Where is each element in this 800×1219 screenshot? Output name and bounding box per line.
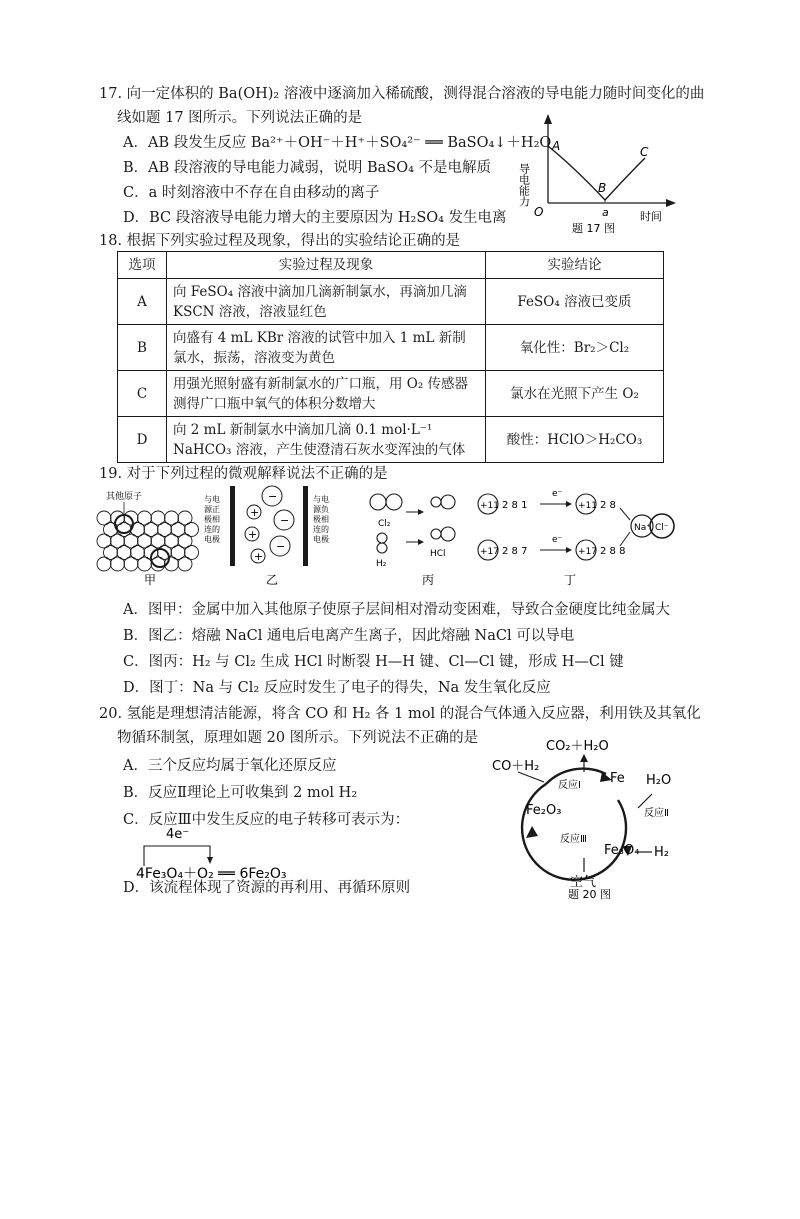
q19-yi-ions: [245, 486, 294, 563]
q19-figure-ding: [470, 486, 676, 590]
q19-ding-e1: e⁻: [552, 489, 563, 499]
q20-electrons: 4e⁻: [166, 827, 190, 842]
q19-option-b: B．图乙：熔融 NaCl 通电后电离产生离子，因此熔融 NaCl 可以导电: [123, 628, 575, 644]
q17-tick-a: a: [602, 206, 609, 219]
q20-caption: 题 20 图: [568, 888, 611, 901]
q19-ding-na-shell: 2 8 1: [502, 500, 528, 511]
lattice-atom: [97, 557, 111, 571]
q20-h2: H₂: [654, 845, 669, 860]
table-row: [118, 325, 664, 371]
lattice-atom: [111, 557, 125, 571]
q17-figure: [517, 108, 680, 238]
table-row: [118, 371, 664, 417]
q17-origin: O: [534, 205, 544, 219]
q19-caption-ding: 丁: [564, 573, 577, 587]
q19-yi-anode: [230, 486, 235, 566]
q20-top: CO₂＋H₂O: [546, 739, 609, 754]
q20-cycle-arc: [522, 784, 626, 880]
q18-row-d-conclusion: 酸性：HClO＞H₂CO₃: [486, 417, 664, 463]
q19-option-d: D．图丁：Na 与 Cl₂ 反应时发生了电子的得失，Na 发生氧化反应: [123, 680, 551, 696]
q17-stem-line2: 线如题 17 图所示。下列说法正确的是: [117, 110, 363, 126]
q20-r1: 反应Ⅰ: [558, 780, 581, 791]
q18-row-a-conclusion: FeSO₄ 溶液已变质: [486, 279, 664, 325]
q20-option-b: B．反应Ⅱ理论上可收集到 2 mol H₂: [123, 785, 358, 801]
q20-option-c: C．反应Ⅲ中发生反应的电子转移可表示为：: [123, 812, 410, 828]
q20-r2: 反应Ⅱ: [644, 808, 669, 819]
q19-caption-yi: 乙: [266, 573, 279, 587]
q19-bing-cl-atom: [370, 494, 386, 510]
q19-caption-jia: 甲: [144, 573, 157, 587]
q20-air: 空气: [570, 875, 597, 890]
q18-row-b-option: B: [118, 325, 167, 371]
q18-row-a-process: 向 FeSO₄ 溶液中滴加几滴新制氯水，再滴加几滴 KSCN 溶液，溶液显红色: [167, 279, 486, 325]
q19-yi-left-4: 连的: [204, 525, 220, 534]
q18-row-c-process: 用强光照射盛有新制氯水的广口瓶，用 O₂ 传感器测得广口瓶中氧气的体积分数增大: [167, 371, 486, 417]
table-row: [118, 279, 664, 325]
q20-electron-transfer: [130, 824, 410, 884]
q19-yi-left-2: 源正: [204, 505, 220, 514]
q17-curve: [548, 146, 645, 200]
q18-row-b-conclusion: 氧化性：Br₂＞Cl₂: [486, 325, 664, 371]
q17-point-c: C: [640, 145, 649, 159]
q19-ding-na2: +11: [578, 501, 597, 511]
q19-lattice: [97, 511, 199, 571]
q17-x-arrow: [666, 199, 676, 207]
q18-header-row: [118, 252, 664, 279]
q19-bing-arrow2-head: [418, 539, 424, 545]
q19-ding-cl-ion-shell: 2 8 8: [600, 546, 626, 557]
q20-option-d: D．该流程体现了资源的再利用、再循环原则: [123, 880, 411, 896]
q19-yi-right-3: 极相: [313, 515, 329, 524]
q19-bing-h2: H₂: [376, 559, 387, 569]
q18-header-process: 实验过程及现象: [167, 252, 486, 279]
q18-table: [117, 251, 664, 463]
q18-row-d-option: D: [118, 417, 167, 463]
q20-fe: Fe: [610, 771, 625, 786]
q19-bing-h-atom: [431, 497, 441, 507]
q18-row-a-option: A: [118, 279, 167, 325]
ion-sign: +: [250, 506, 260, 519]
q20-stem-line1: 20. 氢能是理想清洁能源，将含 CO 和 H₂ 各 1 mol 的混合气体通入反应器，利用铁及其氧化: [99, 706, 701, 722]
q19-ding-na: +11: [480, 501, 499, 511]
q18-row-b-process: 向盛有 4 mL KBr 溶液的试管中加入 1 mL 新制氯水，振荡，溶液变为黄色: [167, 325, 486, 371]
q19-bing-cl-atom: [441, 527, 455, 541]
ion-sign: +: [254, 550, 264, 563]
q19-bing-h-atom: [377, 533, 387, 543]
q18-header-conclusion: 实验结论: [486, 252, 664, 279]
lattice-atom: [138, 557, 152, 571]
q17-xlabel: 时间: [640, 210, 662, 223]
q19-ding-arrow2-head: [566, 547, 572, 553]
q19-option-a: A．图甲：金属中加入其他原子使原子层间相对滑动变困难，导致合金硬度比纯金属大: [123, 602, 670, 618]
q19-ding-na-ion-shell: 2 8: [600, 500, 616, 511]
q19-bing-h-atom: [377, 543, 387, 553]
q19-ding-merge1: [620, 508, 630, 520]
q19-stem: 19. 对于下列过程的微观解释说法不正确的是: [99, 466, 388, 482]
ion-sign: −: [268, 490, 278, 503]
q19-caption-bing: 丙: [422, 573, 435, 587]
q19-ding-cl-shell: 2 8 7: [502, 546, 528, 557]
q20-fe2o3: Fe₂O₃: [526, 803, 562, 818]
q19-yi-left-3: 极相: [204, 515, 220, 524]
q17-option-d: D．BC 段溶液导电能力增大的主要原因为 H₂SO₄ 发生电离: [123, 210, 507, 226]
q19-bing-hcl: HCl: [430, 549, 446, 559]
q19-bing-h-atom: [431, 529, 441, 539]
q19-bing-cl-atom: [441, 495, 455, 509]
ion-sign: −: [280, 514, 290, 527]
q19-ding-cl2: +17: [578, 547, 597, 557]
q19-ding-cl-ion-label: Cl⁻: [655, 523, 669, 533]
q20-transfer-bracket: [144, 846, 210, 866]
q19-yi-left-1: 与电: [204, 495, 220, 504]
q17-ylabel: 导电能力: [517, 163, 531, 207]
q19-bing-cl-atom: [386, 494, 402, 510]
q20-in-h2o: [638, 794, 652, 808]
q17-option-b: B．AB 段溶液的导电能力减弱，说明 BaSO₄ 不是电解质: [123, 160, 492, 176]
q20-option-a: A．三个反应均属于氧化还原反应: [123, 758, 337, 774]
q18-header-option: 选项: [118, 252, 167, 279]
q20-figure: [488, 734, 702, 900]
q19-bing-arrow1-head: [418, 509, 424, 515]
q19-figure-jia: [94, 488, 204, 588]
q19-ding-e2: e⁻: [552, 535, 563, 545]
q19-ding-arrow1-head: [566, 501, 572, 507]
q19-yi-right-5: 电极: [313, 535, 329, 544]
q20-fe3o4: Fe₃O₄: [604, 843, 640, 858]
q20-r3: 反应Ⅲ: [560, 834, 587, 845]
q19-yi-right-2: 源负: [313, 505, 329, 514]
ion-sign: −: [276, 540, 286, 553]
q17-point-a: A: [552, 139, 561, 153]
q19-yi-right-4: 连的: [313, 525, 329, 534]
q17-option-a: A．AB 段发生反应 Ba²⁺＋OH⁻＋H⁺＋SO₄²⁻ ══ BaSO₄↓＋H₂O: [123, 135, 552, 151]
table-row: [118, 417, 664, 463]
q18-stem: 18. 根据下列实验过程及现象，得出的实验结论正确的是: [99, 233, 461, 249]
q18-row-c-option: C: [118, 371, 167, 417]
q20-arrow-r3: [526, 826, 538, 838]
q19-yi-left-5: 电极: [204, 535, 220, 544]
q19-yi-cathode: [303, 486, 308, 566]
q20-h2o: H₂O: [646, 773, 672, 788]
q20-transfer-arrowhead: [207, 857, 213, 864]
q17-caption: 题 17 图: [572, 222, 615, 235]
q19-ding-na-ion-label: Na⁺: [634, 523, 651, 533]
q19-option-c: C．图丙：H₂ 与 Cl₂ 生成 HCl 时断裂 H—H 键、Cl—Cl 键，形成 H—Cl 键: [123, 654, 624, 670]
q17-y-arrow: [544, 114, 552, 124]
q17-point-b: B: [598, 181, 607, 195]
q19-figure-yi: [200, 484, 352, 590]
q19-figure-bing: [364, 486, 484, 590]
q19-ding-merge2: [620, 532, 630, 546]
q20-equation: 4Fe₃O₄＋O₂ ══ 6Fe₂O₃: [136, 866, 287, 882]
q19-yi-right-1: 与电: [313, 495, 329, 504]
lattice-atom: [178, 557, 192, 571]
ion-sign: +: [248, 528, 258, 541]
q19-ding-cl: +17: [480, 547, 499, 557]
q19-bing-cl2: Cl₂: [378, 519, 391, 529]
lattice-atom: [124, 557, 138, 571]
q17-option-c: C．a 时刻溶液中不存在自由移动的离子: [123, 185, 380, 201]
q17-stem-line1: 17. 向一定体积的 Ba(OH)₂ 溶液中逐滴加入稀硫酸，测得混合溶液的导电能力随时间变化的曲: [99, 86, 705, 102]
q20-out-top-head: [580, 754, 588, 762]
q18-row-c-conclusion: 氯水在光照下产生 O₂: [486, 371, 664, 417]
q19-jia-label: 其他原子: [106, 492, 143, 502]
q20-stem-line2: 物循环制氢，原理如题 20 图所示。下列说法不正确的是: [117, 730, 479, 746]
q20-left-in: CO＋H₂: [492, 759, 540, 774]
q18-row-d-process: 向 2 mL 新制氯水中滴加几滴 0.1 mol·L⁻¹ NaHCO₃ 溶液，产生使澄清石灰水变浑浊的气体: [167, 417, 486, 463]
